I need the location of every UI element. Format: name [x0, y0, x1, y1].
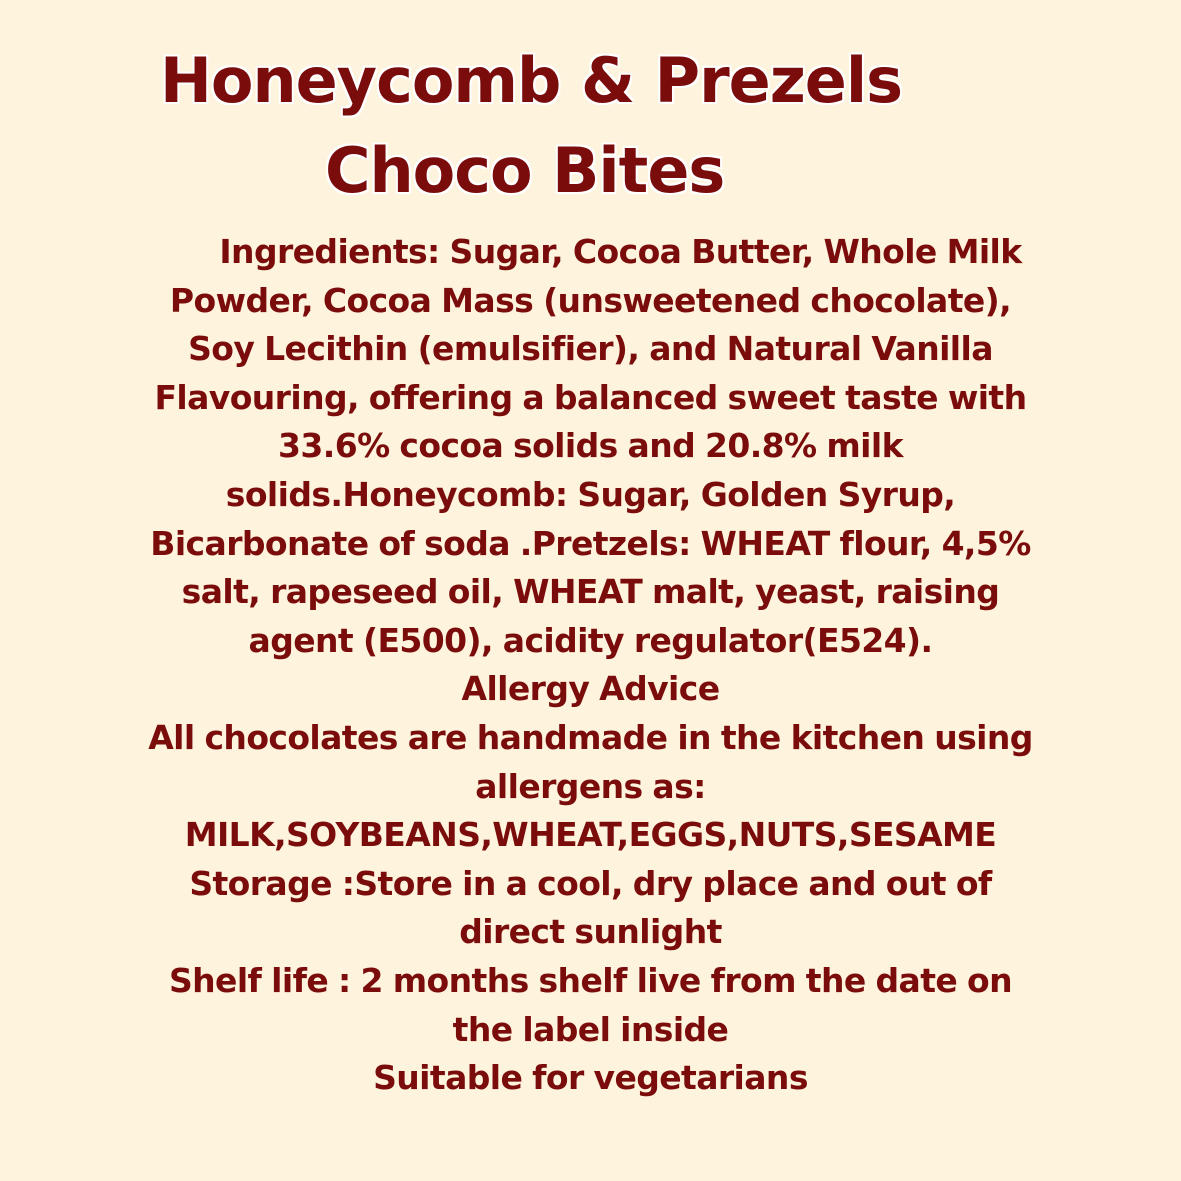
- shelf-life-line-2: the label inside: [452, 1009, 729, 1049]
- ingredients-line-9: agent (E500), acidity regulator(E524).: [248, 620, 933, 660]
- ingredients-line-8: salt, rapeseed oil, WHEAT malt, yeast, raising: [181, 572, 1000, 612]
- label-text: [90, 228, 1091, 1103]
- allergy-line-2: allergens as:: [475, 766, 706, 806]
- vegetarian-note: Suitable for vegetarians: [373, 1058, 808, 1098]
- allergy-line-1: All chocolates are handmade in the kitchen using: [148, 717, 1033, 757]
- allergy-advice-heading: Allergy Advice: [461, 669, 720, 709]
- ingredients-line-7: Bicarbonate of soda .Pretzels: WHEAT flour, 4,5%: [150, 523, 1031, 563]
- product-title-line-1: Honeycomb & Prezels: [160, 44, 903, 117]
- product-title-line-2: Choco Bites: [325, 134, 725, 207]
- ingredients-line-3: Soy Lecithin (emulsifier), and Natural Vanilla: [188, 329, 993, 369]
- storage-line-1: Storage :Store in a cool, dry place and out of: [189, 863, 992, 903]
- allergen-list: MILK,SOYBEANS,WHEAT,EGGS,NUTS,SESAME: [184, 815, 997, 855]
- ingredients-line-5: 33.6% cocoa solids and 20.8% milk: [278, 426, 903, 466]
- storage-line-2: direct sunlight: [459, 912, 722, 952]
- shelf-life-line-1: Shelf life : 2 months shelf live from the date on: [168, 960, 1013, 1000]
- ingredients-line-6: solids.Honeycomb: Sugar, Golden Syrup,: [225, 474, 956, 514]
- ingredients-line-2: Powder, Cocoa Mass (unsweetened chocolate),: [169, 280, 1012, 320]
- ingredients-line-4: Flavouring, offering a balanced sweet taste with: [154, 377, 1027, 417]
- ingredients-line-1: Ingredients: Sugar, Cocoa Butter, Whole Milk: [219, 232, 1022, 271]
